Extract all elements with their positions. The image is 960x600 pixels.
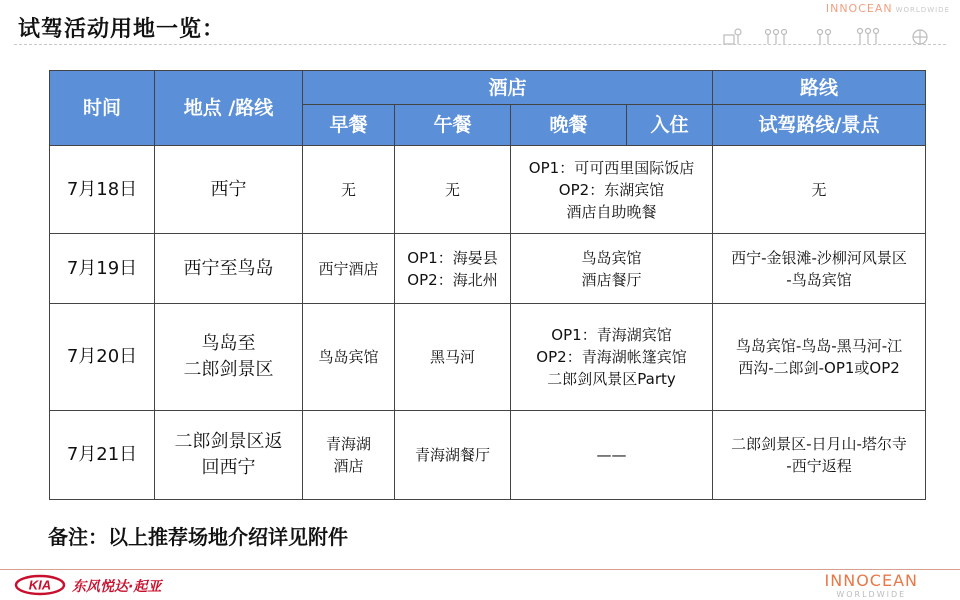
cell-line: OP1：青海湖宾馆: [551, 326, 672, 344]
cell-breakfast: [303, 234, 395, 304]
cell-line: 鸟岛宾馆: [318, 348, 379, 366]
growth-figures-decoration-icon: [720, 27, 940, 45]
cell-dinner-checkin: [511, 234, 713, 304]
cell-line: 二郎剑风景区Party: [547, 370, 676, 388]
cell-lunch: [395, 146, 511, 234]
top-brand-logo: [826, 2, 950, 15]
table-row: [50, 304, 926, 411]
cell-line: OP1：可可西里国际饭店: [528, 158, 695, 177]
cell-place: [155, 234, 303, 304]
cell-line: -鸟岛宾馆: [786, 270, 852, 289]
page-title: 试驾活动用地一览：: [18, 17, 226, 42]
cell-line: 西沟-二郎剑-OP1或OP2: [738, 359, 900, 377]
top-brand-name: INNOCEAN: [825, 2, 893, 15]
header-time: 时间: [50, 71, 155, 146]
cell-line: 无: [340, 180, 356, 199]
cell-route: [713, 304, 926, 411]
header-hotel: 酒店: [303, 71, 713, 105]
cell-lunch: [395, 304, 511, 411]
header-dinner: 晚餐: [511, 105, 627, 146]
cell-dinner-checkin: [511, 146, 713, 234]
top-divider: [14, 44, 946, 45]
cell-line: 二郎剑景区-日月山-塔尔寺: [731, 435, 907, 453]
footnote: 备注：以上推荐场地介绍详见附件: [48, 525, 348, 549]
cell-line: 酒店自助晚餐: [566, 202, 657, 221]
cell-place: [155, 304, 303, 411]
innocean-worldwide: WORLDWIDE: [836, 590, 907, 599]
cell-line: 鸟岛宾馆-鸟岛-黑马河-江: [735, 337, 903, 355]
cell-dinner-checkin: [511, 304, 713, 411]
bottom-divider: [0, 569, 960, 570]
cell-line: 西宁-金银滩-沙柳河风景区: [731, 248, 907, 267]
cell-line: 青海湖餐厅: [414, 446, 490, 464]
cell-line: 西宁至鸟岛: [183, 257, 274, 279]
cell-line: 回西宁: [201, 457, 256, 478]
cell-route: [713, 411, 926, 500]
table-row: [50, 411, 926, 500]
cell-route: [713, 146, 926, 234]
cell-line: 无: [444, 180, 460, 199]
cell-line: 黑马河: [429, 348, 475, 366]
cell-breakfast: [303, 146, 395, 234]
table-row: [50, 234, 926, 304]
cell-line: 西宁: [210, 178, 247, 200]
header-checkin: 入住: [627, 105, 713, 146]
cell-dinner-checkin: [511, 411, 713, 500]
cell-place: [155, 411, 303, 500]
cell-line: OP1：海晏县: [407, 248, 498, 267]
cell-line: -西宁返程: [786, 457, 852, 475]
top-brand-sub: WORLDWIDE: [895, 6, 950, 14]
cell-line: 鸟岛至: [201, 333, 256, 354]
cell-date: 7月19日: [50, 234, 155, 304]
header-lunch: 午餐: [395, 105, 511, 146]
cell-line: 青海湖: [325, 435, 371, 453]
cell-date: 7月18日: [50, 146, 155, 234]
cell-line: 鸟岛宾馆: [581, 248, 642, 267]
cell-route: [713, 234, 926, 304]
cell-line: OP2：青海湖帐篷宾馆: [536, 348, 687, 366]
kia-logo-icon: [14, 574, 66, 596]
table-row: [50, 146, 926, 234]
cell-line: OP2：海北州: [407, 270, 498, 289]
cell-breakfast: [303, 411, 395, 500]
cell-lunch: [395, 234, 511, 304]
cell-place: [155, 146, 303, 234]
cell-line: 二郎剑景区返: [174, 431, 283, 452]
cell-date: 7月20日: [50, 304, 155, 411]
header-route-detail: 试驾路线/景点: [713, 105, 926, 146]
cell-line: 二郎剑景区: [183, 359, 274, 380]
cell-line: ——: [596, 446, 627, 464]
innocean-name: INNOCEAN: [824, 571, 918, 590]
cell-line: 无: [811, 180, 827, 199]
svg-text:KIA: KIA: [28, 577, 52, 593]
schedule-table: [49, 70, 926, 500]
cell-date: 7月21日: [50, 411, 155, 500]
cell-line: 酒店餐厅: [581, 270, 642, 289]
cell-line: 酒店: [333, 457, 364, 475]
cell-breakfast: [303, 304, 395, 411]
innocean-logo: [825, 572, 918, 599]
header-breakfast: 早餐: [303, 105, 395, 146]
cell-line: 西宁酒店: [318, 259, 379, 278]
header-place: 地点 /路线: [155, 71, 303, 146]
header-route: 路线: [713, 71, 926, 105]
brand-name: 东风悦达·起亚: [72, 579, 162, 595]
cell-line: OP2：东湖宾馆: [558, 180, 665, 199]
cell-lunch: [395, 411, 511, 500]
